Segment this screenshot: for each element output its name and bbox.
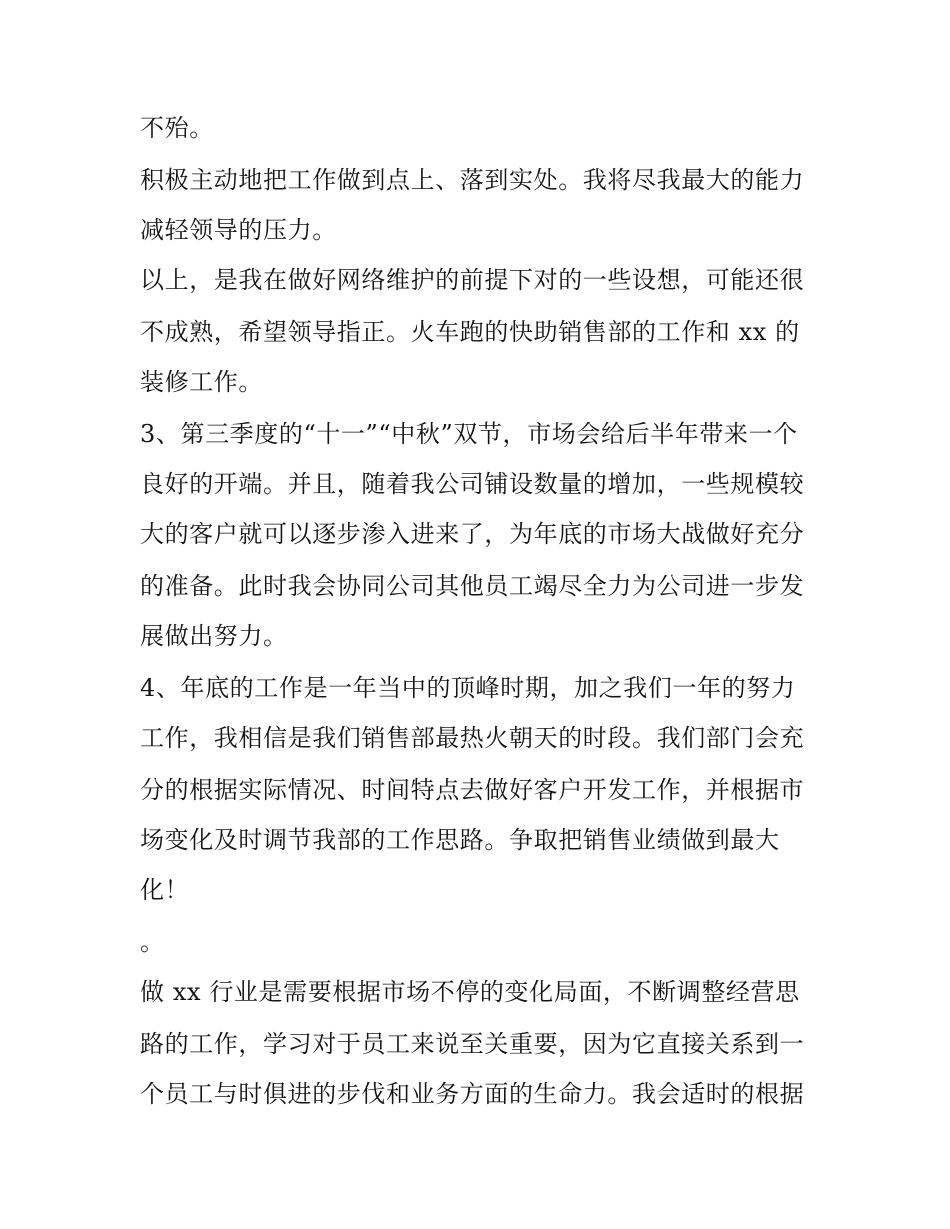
text-line: 的准备。此时我会协同公司其他员工竭尽全力为公司进一步发 [140,572,805,600]
text-line: 大的客户就可以逐步渗入进来了，为年底的市场大战做好充分 [140,520,805,548]
text-line: 装修工作。 [140,368,263,396]
text-line: 分的根据实际情况、时间特点去做好客户开发工作，并根据市 [140,776,805,804]
text-line: 。 [140,928,165,956]
text-line: 做 xx 行业是需要根据市场不停的变化局面，不断调整经营思 [140,978,800,1006]
text-line: 积极主动地把工作做到点上、落到实处。我将尽我最大的能力 [140,166,805,194]
text-line: 3、第三季度的“十一”“中秋”双节，市场会给后半年带来一个 [140,420,798,448]
text-line: 以上，是我在做好网络维护的前提下对的一些设想，可能还很 [140,266,805,294]
text-line: 路的工作，学习对于员工来说至关重要，因为它直接关系到一 [140,1030,805,1058]
text-line: 减轻领导的压力。 [140,216,337,244]
text-line: 良好的开端。并且，随着我公司铺设数量的增加，一些规模较 [140,470,805,498]
text-line: 化！ [140,876,190,904]
text-line: 工作，我相信是我们销售部最热火朝天的时段。我们部门会充 [140,724,805,752]
text-line: 展做出努力。 [140,622,288,650]
text-line: 不殆。 [140,114,214,142]
text-line: 4、年底的工作是一年当中的顶峰时期，加之我们一年的努力 [140,674,796,702]
text-line: 不成熟，希望领导指正。火车跑的快助销售部的工作和 xx 的 [140,318,800,346]
text-line: 个员工与时俱进的步伐和业务方面的生命力。我会适时的根据 [140,1080,805,1108]
text-line: 场变化及时调节我部的工作思路。争取把销售业绩做到最大 [140,826,780,854]
